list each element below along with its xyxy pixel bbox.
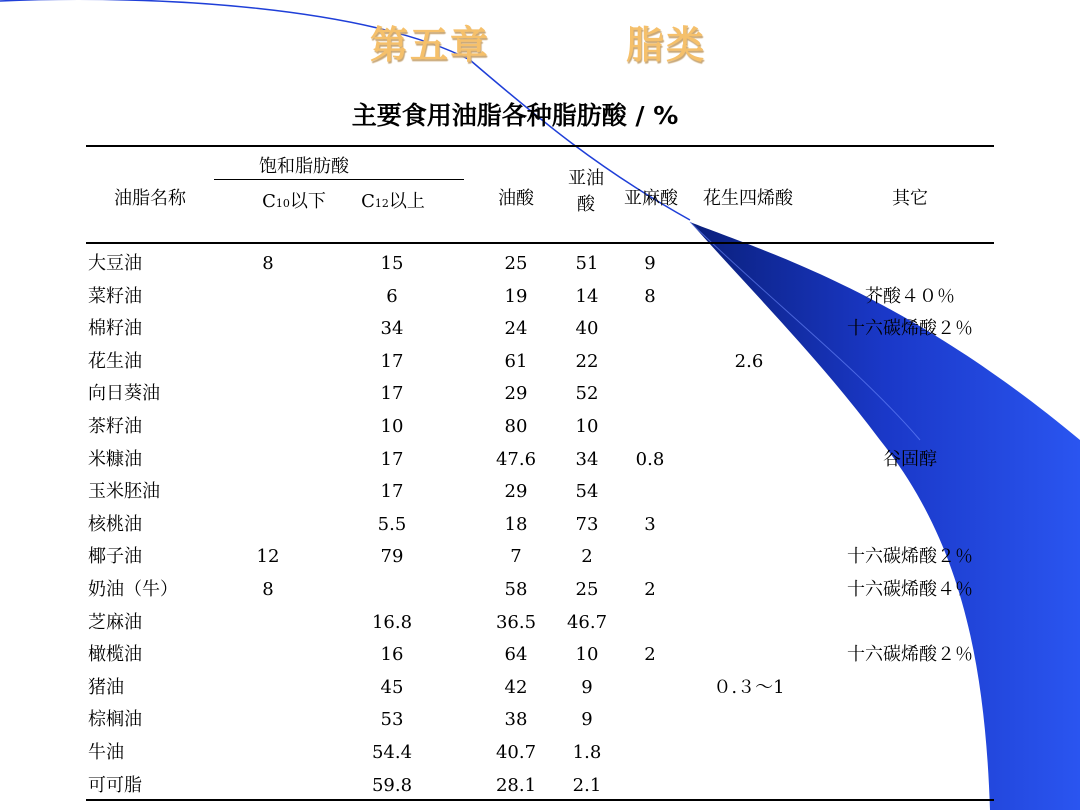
oil-name-cell: 玉米胚油 <box>88 481 160 503</box>
linoleic-cell: 10 <box>575 644 599 666</box>
c12-above-cell: 59.8 <box>371 774 413 796</box>
c12-above-cell: 5.5 <box>377 513 407 535</box>
linoleic-cell: 22 <box>575 350 599 372</box>
oleic-cell: 42 <box>504 676 528 698</box>
header-linoleic <box>556 166 616 218</box>
c12-above-cell: 15 <box>380 253 404 274</box>
table-row <box>0 770 1080 802</box>
other-cell: 谷固醇 <box>883 448 937 470</box>
oleic-cell: 18 <box>504 513 528 535</box>
header-oil-name: 油脂名称 <box>114 188 186 209</box>
oleic-cell: 64 <box>504 644 528 666</box>
c12-above-cell: 17 <box>380 448 404 470</box>
c12-above-cell: 45 <box>380 676 404 698</box>
linoleic-cell: 14 <box>575 285 599 307</box>
table-row <box>0 378 1080 410</box>
oil-name-cell: 猪油 <box>88 676 124 698</box>
oil-name-cell: 米糠油 <box>88 448 142 470</box>
table-row <box>0 704 1080 736</box>
c12-above-cell: 17 <box>380 350 404 372</box>
header-oleic: 油酸 <box>498 188 534 209</box>
table-row <box>0 672 1080 704</box>
table-row <box>0 313 1080 345</box>
header-linoleic-line1: 亚油 <box>568 168 604 189</box>
c12-above-cell: 79 <box>380 546 404 568</box>
oil-name-cell: 椰子油 <box>88 546 142 568</box>
oleic-cell: 24 <box>504 318 528 340</box>
header-linoleic-line2: 酸 <box>577 194 595 215</box>
c12-above-cell: 34 <box>380 318 404 340</box>
oil-name-cell: 芝麻油 <box>88 611 142 633</box>
c12-above-cell: 17 <box>380 383 404 405</box>
table-row <box>0 574 1080 606</box>
saturated-group-underline <box>214 179 464 180</box>
linoleic-cell: 9 <box>581 676 593 698</box>
other-cell: 十六碳烯酸２％ <box>847 644 973 666</box>
linoleic-cell: 9 <box>581 709 593 731</box>
arachidonic-cell: ０.３～1 <box>713 676 785 698</box>
oil-name-cell: 茶籽油 <box>88 416 142 437</box>
linolenic-cell: 2 <box>644 579 656 600</box>
oil-name-cell: 棕榈油 <box>88 709 142 731</box>
linoleic-cell: 73 <box>575 513 599 535</box>
other-cell: 芥酸４０％ <box>865 285 955 307</box>
linoleic-cell: 2.1 <box>572 774 602 796</box>
linoleic-cell: 46.7 <box>566 611 608 633</box>
table-row <box>0 248 1080 280</box>
c12-above-cell: 6 <box>386 285 398 307</box>
other-cell: 十六碳烯酸４％ <box>847 579 973 600</box>
linoleic-cell: 2 <box>581 546 593 568</box>
chapter-number-title: 第五章 <box>370 23 491 67</box>
header-other: 其它 <box>892 188 928 209</box>
oil-name-cell: 菜籽油 <box>88 285 142 307</box>
oil-name-cell: 牛油 <box>88 742 124 763</box>
linoleic-cell: 52 <box>575 383 599 405</box>
linoleic-cell: 51 <box>575 253 599 274</box>
other-cell: 十六碳烯酸２％ <box>847 546 973 568</box>
oleic-cell: 58 <box>504 579 528 600</box>
oleic-cell: 80 <box>504 416 528 437</box>
table-row <box>0 509 1080 541</box>
oleic-cell: 36.5 <box>495 611 537 633</box>
oil-name-cell: 核桃油 <box>88 513 142 535</box>
table-row <box>0 444 1080 476</box>
linolenic-cell: 0.8 <box>635 448 665 470</box>
oil-name-cell: 可可脂 <box>88 774 142 796</box>
oleic-cell: 29 <box>504 481 528 503</box>
c10-below-cell: 8 <box>262 579 274 600</box>
oleic-cell: 40.7 <box>495 742 537 763</box>
oleic-cell: 7 <box>510 546 522 568</box>
linoleic-cell: 34 <box>575 448 599 470</box>
arachidonic-cell: 2.6 <box>734 350 764 372</box>
table-row <box>0 639 1080 671</box>
table-row <box>0 737 1080 769</box>
table-row <box>0 541 1080 573</box>
oil-name-cell: 奶油（牛） <box>88 579 178 600</box>
c12-above-cell: 54.4 <box>371 742 413 763</box>
c12-above-cell: 16.8 <box>371 611 413 633</box>
chapter-topic-title: 脂类 <box>626 23 707 67</box>
table-row <box>0 607 1080 639</box>
oil-name-cell: 花生油 <box>88 350 142 372</box>
header-c10-below: C10以下 <box>262 191 326 212</box>
table-row <box>0 411 1080 443</box>
linolenic-cell: 8 <box>644 285 656 307</box>
header-arachidonic: 花生四烯酸 <box>703 188 793 209</box>
oleic-cell: 38 <box>504 709 528 731</box>
oleic-cell: 19 <box>504 285 528 307</box>
linolenic-cell: 2 <box>644 644 656 666</box>
linolenic-cell: 9 <box>644 253 656 274</box>
header-saturated-group: 饱和脂肪酸 <box>259 156 349 177</box>
c10-below-cell: 12 <box>256 546 280 568</box>
c12-above-cell: 53 <box>380 709 404 731</box>
other-cell: 十六碳烯酸２％ <box>847 318 973 340</box>
c12-above-cell: 16 <box>380 644 404 666</box>
c12-above-cell: 17 <box>380 481 404 503</box>
linoleic-cell: 1.8 <box>572 742 602 763</box>
linoleic-cell: 25 <box>575 579 599 600</box>
linolenic-cell: 3 <box>644 513 656 535</box>
table-row <box>0 281 1080 313</box>
oleic-cell: 25 <box>504 253 528 274</box>
oil-name-cell: 向日葵油 <box>88 383 160 405</box>
oleic-cell: 61 <box>504 350 528 372</box>
oil-name-cell: 橄榄油 <box>88 644 142 666</box>
linoleic-cell: 10 <box>575 416 599 437</box>
oleic-cell: 29 <box>504 383 528 405</box>
table-title: 主要食用油脂各种脂肪酸 / % <box>351 101 679 130</box>
table-row <box>0 346 1080 378</box>
linoleic-cell: 54 <box>575 481 599 503</box>
header-c12-above: C12以上 <box>361 191 425 212</box>
c10-below-cell: 8 <box>262 253 274 274</box>
header-bottom-rule <box>86 242 994 244</box>
linoleic-cell: 40 <box>575 318 599 340</box>
oil-name-cell: 棉籽油 <box>88 318 142 340</box>
header-linolenic: 亚麻酸 <box>624 188 678 209</box>
table-row <box>0 476 1080 508</box>
oleic-cell: 47.6 <box>495 448 537 470</box>
oleic-cell: 28.1 <box>495 774 537 796</box>
table-top-rule <box>86 145 994 147</box>
c12-above-cell: 10 <box>380 416 404 437</box>
oil-name-cell: 大豆油 <box>88 253 142 274</box>
